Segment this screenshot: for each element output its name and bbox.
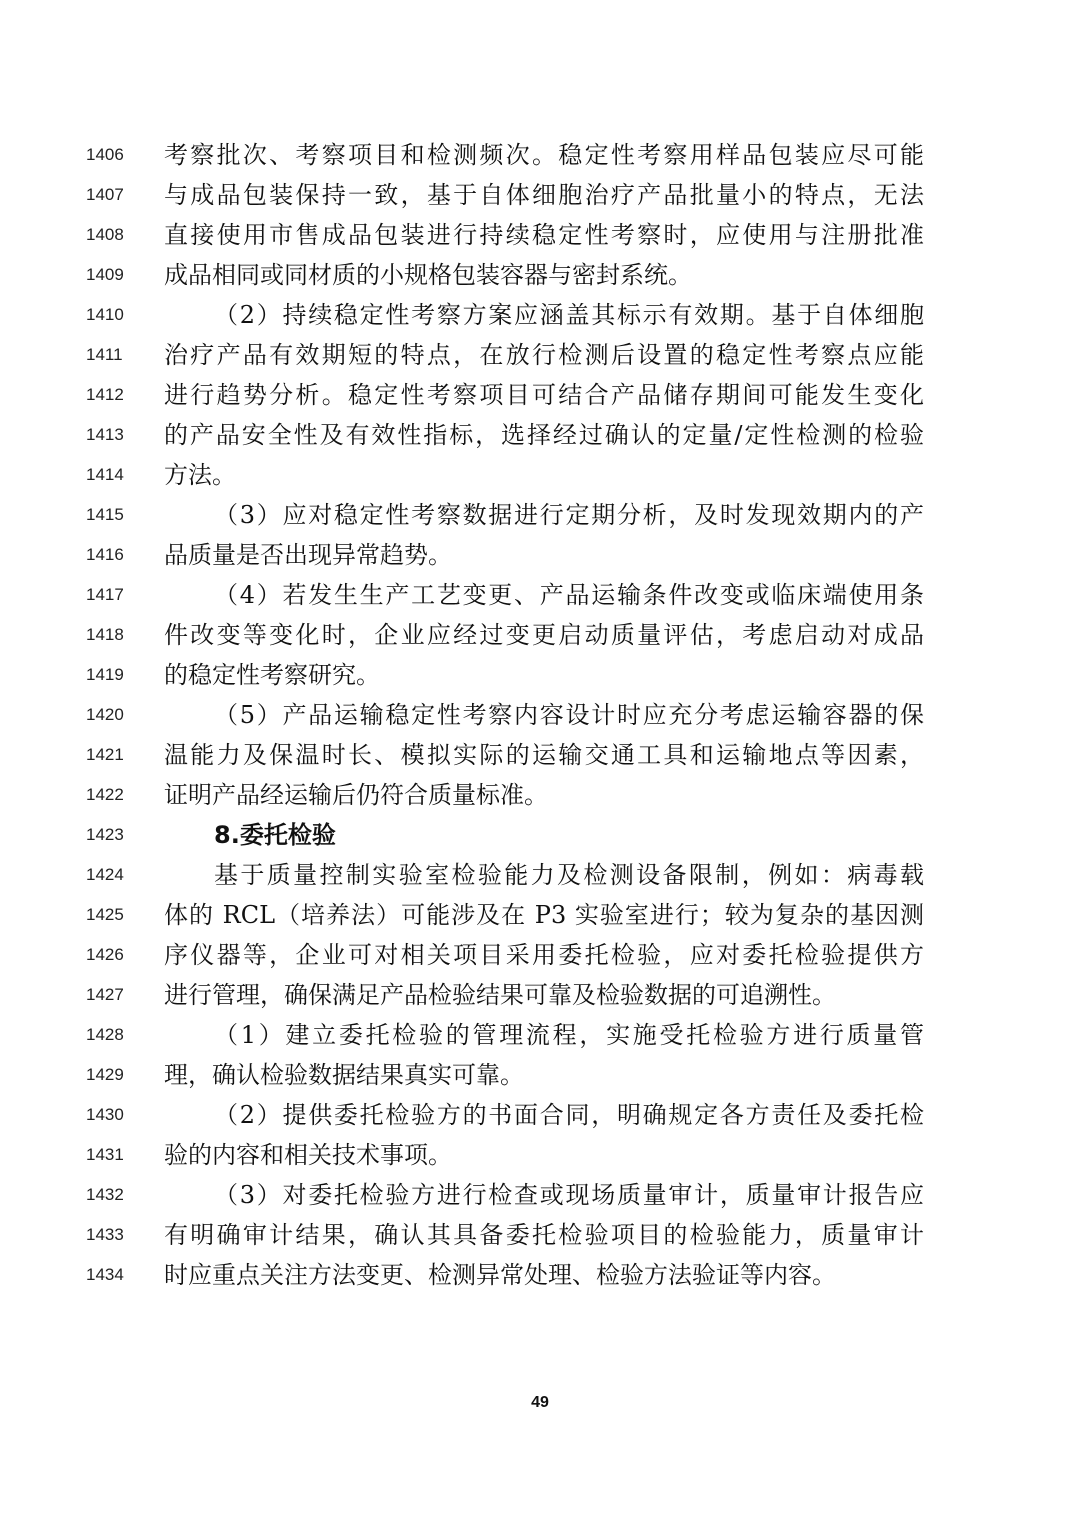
line-text: 基于质量控制实验室检验能力及检测设备限制，例如：病毒载: [214, 861, 924, 889]
text-line: [0, 175, 1080, 215]
line-text: 进行管理，确保满足产品检验结果可靠及检验数据的可追溯性。: [164, 981, 836, 1009]
text-line: [0, 415, 1080, 455]
text-line: [0, 535, 1080, 575]
line-number: 1421: [86, 745, 124, 764]
page-number: 49: [531, 1394, 549, 1411]
line-text: 品质量是否出现异常趋势。: [164, 541, 452, 569]
text-line: [0, 735, 1080, 775]
text-line: [0, 255, 1080, 295]
line-text: 方法。: [164, 461, 236, 489]
line-number: 1414: [86, 465, 124, 484]
line-text: 成品相同或同材质的小规格包装容器与密封系统。: [164, 261, 692, 289]
line-text: （2）提供委托检验方的书面合同，明确规定各方责任及委托检: [214, 1101, 924, 1129]
text-line: [0, 1015, 1080, 1055]
line-number: 1422: [86, 785, 124, 804]
line-number: 1433: [86, 1225, 124, 1244]
line-text: 体的 RCL（培养法）可能涉及在 P3 实验室进行；较为复杂的基因测: [164, 901, 924, 929]
line-text: （2）持续稳定性考察方案应涵盖其标示有效期。基于自体细胞: [214, 301, 924, 329]
line-text: 理，确认检验数据结果真实可靠。: [164, 1061, 524, 1089]
text-line: [0, 1095, 1080, 1135]
line-number: 1429: [86, 1065, 124, 1084]
line-text: 与成品包装保持一致，基于自体细胞治疗产品批量小的特点，无法: [164, 181, 924, 209]
line-text: 治疗产品有效期短的特点，在放行检测后设置的稳定性考察点应能: [164, 341, 924, 369]
text-line: [0, 655, 1080, 695]
text-line: [0, 1255, 1080, 1295]
line-text: 进行趋势分析。稳定性考察项目可结合产品储存期间可能发生变化: [164, 381, 924, 409]
text-line: [0, 895, 1080, 935]
line-number: 1411: [86, 345, 123, 364]
text-line: [0, 1135, 1080, 1175]
text-line: [0, 455, 1080, 495]
line-number: 1430: [86, 1105, 124, 1124]
line-number: 1412: [86, 385, 124, 404]
text-line: [0, 1175, 1080, 1215]
line-number: 1409: [86, 265, 124, 284]
line-number: 1413: [86, 425, 124, 444]
line-text: 序仪器等，企业可对相关项目采用委托检验，应对委托检验提供方: [164, 941, 924, 969]
line-number: 1423: [86, 825, 124, 844]
text-line: [0, 615, 1080, 655]
line-number: 1406: [86, 145, 124, 164]
line-number: 1418: [86, 625, 124, 644]
line-text: 证明产品经运输后仍符合质量标准。: [164, 781, 548, 809]
text-line: [0, 375, 1080, 415]
line-text: （3）应对稳定性考察数据进行定期分析，及时发现效期内的产: [214, 501, 924, 529]
line-number: 1408: [86, 225, 124, 244]
text-line: [0, 295, 1080, 335]
text-line: [0, 775, 1080, 815]
text-line: [0, 575, 1080, 615]
line-text: 考察批次、考察项目和检测频次。稳定性考察用样品包装应尽可能: [164, 141, 924, 169]
text-line: [0, 695, 1080, 735]
text-line: [0, 335, 1080, 375]
line-number: 1425: [86, 905, 124, 924]
line-number: 1420: [86, 705, 124, 724]
line-text: 直接使用市售成品包装进行持续稳定性考察时，应使用与注册批准: [164, 221, 924, 249]
line-text: 验的内容和相关技术事项。: [164, 1141, 452, 1169]
line-number: 1428: [86, 1025, 124, 1044]
text-line: [0, 495, 1080, 535]
line-number: 1407: [86, 185, 124, 204]
section-heading: 8.委托检验: [214, 821, 336, 849]
line-number: 1410: [86, 305, 124, 324]
line-text: 件改变等变化时，企业应经过变更启动质量评估，考虑启动对成品: [164, 621, 924, 649]
line-number: 1424: [86, 865, 124, 884]
line-text: 的稳定性考察研究。: [164, 661, 380, 689]
text-line: [0, 855, 1080, 895]
text-line: [0, 815, 1080, 855]
text-line: [0, 1215, 1080, 1255]
line-text: （1）建立委托检验的管理流程，实施受托检验方进行质量管: [214, 1021, 924, 1049]
line-text: 温能力及保温时长、模拟实际的运输交通工具和运输地点等因素，: [164, 741, 924, 769]
line-text: （5）产品运输稳定性考察内容设计时应充分考虑运输容器的保: [214, 701, 924, 729]
text-line: [0, 135, 1080, 175]
line-number: 1431: [86, 1145, 124, 1164]
line-number: 1417: [86, 585, 124, 604]
line-number: 1415: [86, 505, 124, 524]
line-number: 1426: [86, 945, 124, 964]
line-text: 有明确审计结果，确认其具备委托检验项目的检验能力，质量审计: [164, 1221, 924, 1249]
line-text: （3）对委托检验方进行检查或现场质量审计，质量审计报告应: [214, 1181, 924, 1209]
line-number: 1434: [86, 1265, 124, 1284]
line-text: 时应重点关注方法变更、检测异常处理、检验方法验证等内容。: [164, 1261, 836, 1289]
line-text: （4）若发生生产工艺变更、产品运输条件改变或临床端使用条: [214, 581, 924, 609]
text-line: [0, 935, 1080, 975]
line-text: 的产品安全性及有效性指标，选择经过确认的定量/定性检测的检验: [164, 421, 924, 449]
text-line: [0, 1055, 1080, 1095]
text-line: [0, 215, 1080, 255]
text-line: [0, 975, 1080, 1015]
line-number: 1432: [86, 1185, 124, 1204]
line-number: 1427: [86, 985, 124, 1004]
line-number: 1419: [86, 665, 124, 684]
line-number: 1416: [86, 545, 124, 564]
